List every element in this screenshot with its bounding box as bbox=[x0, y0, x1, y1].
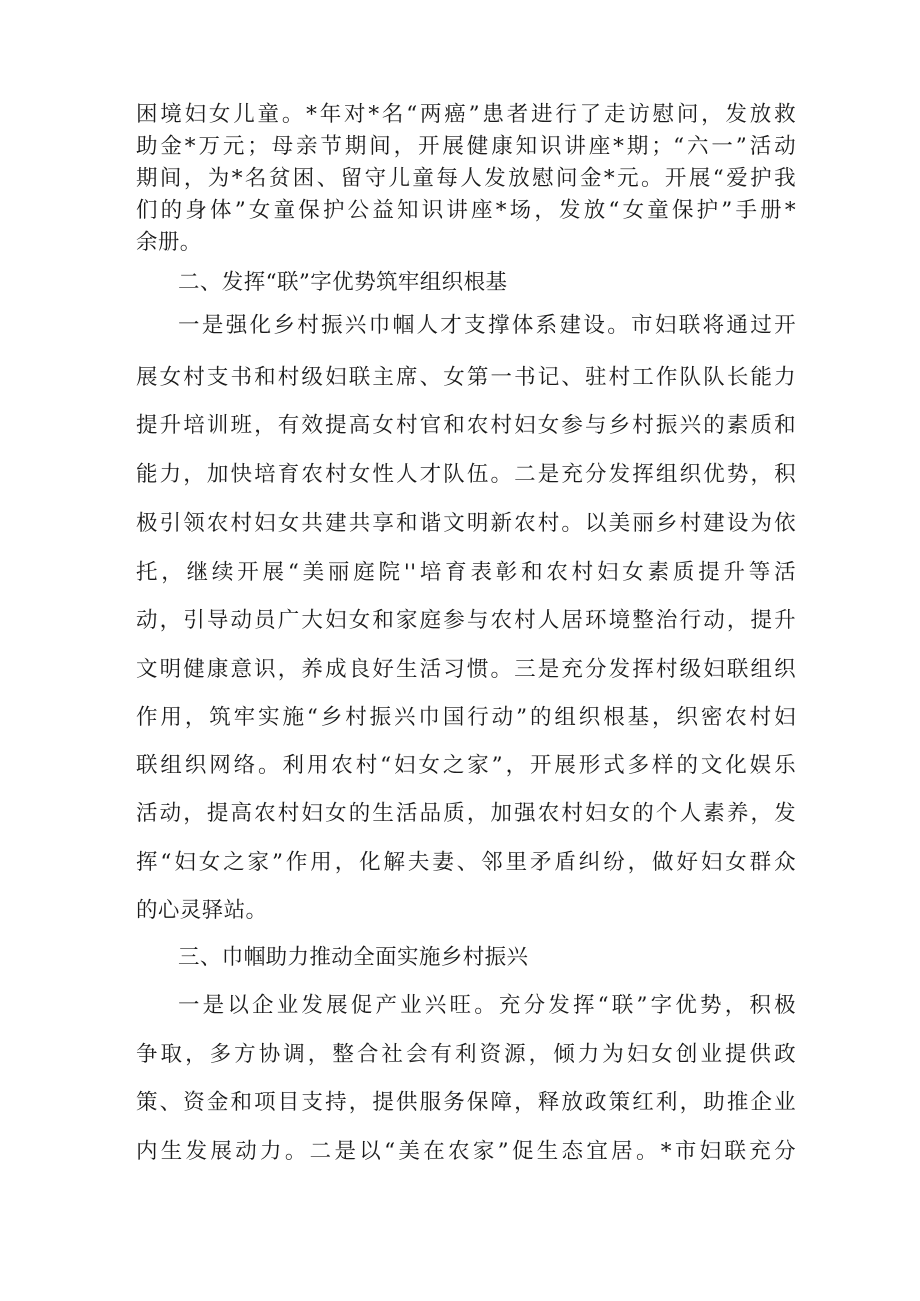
paragraph-line: 内生发展动力。二是以“美在农家”促生态宜居。*市妇联充分 bbox=[136, 1139, 796, 1164]
paragraph-line: 的心灵驿站。 bbox=[136, 898, 268, 923]
section-heading: 二、发挥“联”字优势筑牢组织根基 bbox=[178, 270, 508, 295]
paragraph-line: 能力，加快培育农村女性人才队伍。二是充分发挥组织优势，积 bbox=[136, 462, 796, 487]
paragraph-line: 作用，筑牢实施“乡村振兴巾国行动”的组织根基，织密农村妇 bbox=[136, 705, 796, 730]
paragraph-line: 联组织网络。利用农村“妇女之家”，开展形式多样的文化娱乐 bbox=[136, 753, 796, 778]
paragraph-line: 动，引导动员广大妇女和家庭参与农村人居环境整治行动，提升 bbox=[136, 608, 796, 633]
paragraph-line: 挥“妇女之家”作用，化解夫妻、邻里矛盾纠纷，做好妇女群众 bbox=[136, 850, 796, 875]
paragraph-line: 争取，多方协调，整合社会有利资源，倾力为妇女创业提供政 bbox=[136, 1042, 796, 1067]
paragraph-line: 一是强化乡村振兴巾帼人才支撑体系建设。市妇联将通过开 bbox=[178, 313, 796, 338]
paragraph-line: 提升培训班，有效提高女村官和农村妇女参与乡村振兴的素质和 bbox=[136, 413, 796, 438]
paragraph-line: 策、资金和项目支持，提供服务保障，释放政策红利，助推企业 bbox=[136, 1090, 796, 1115]
paragraph-line: 助金*万元；母亲节期间，开展健康知识讲座*期；“六一”活动 bbox=[136, 134, 796, 159]
section-heading: 三、巾帼助力推动全面实施乡村振兴 bbox=[178, 945, 529, 970]
paragraph-line: 展女村支书和村级妇联主席、女第一书记、驻村工作队队长能力 bbox=[136, 365, 796, 390]
paragraph-line: 托，继续开展“美丽庭院''培育表彰和农村妇女素质提升等活 bbox=[136, 560, 796, 585]
paragraph-line: 活动，提高农村妇女的生活品质，加强农村妇女的个人素养，发 bbox=[136, 801, 796, 826]
paragraph-line: 期间，为*名贫困、留守儿童每人发放慰问金*元。开展“爱护我 bbox=[136, 166, 796, 191]
paragraph-line: 困境妇女儿童。*年对*名“两癌”患者进行了走访慰问，发放救 bbox=[136, 102, 796, 127]
paragraph-line: 们的身体”女童保护公益知识讲座*场，发放“女童保护”手册* bbox=[136, 198, 796, 223]
paragraph-line: 余册。 bbox=[136, 230, 202, 255]
paragraph-line: 文明健康意识，养成良好生活习惯。三是充分发挥村级妇联组织 bbox=[136, 657, 796, 682]
paragraph-line: 极引领农村妇女共建共享和谐文明新农村。以美丽乡村建设为依 bbox=[136, 511, 796, 536]
paragraph-line: 一是以企业发展促产业兴旺。充分发挥“联”字优势，积极 bbox=[178, 993, 796, 1018]
